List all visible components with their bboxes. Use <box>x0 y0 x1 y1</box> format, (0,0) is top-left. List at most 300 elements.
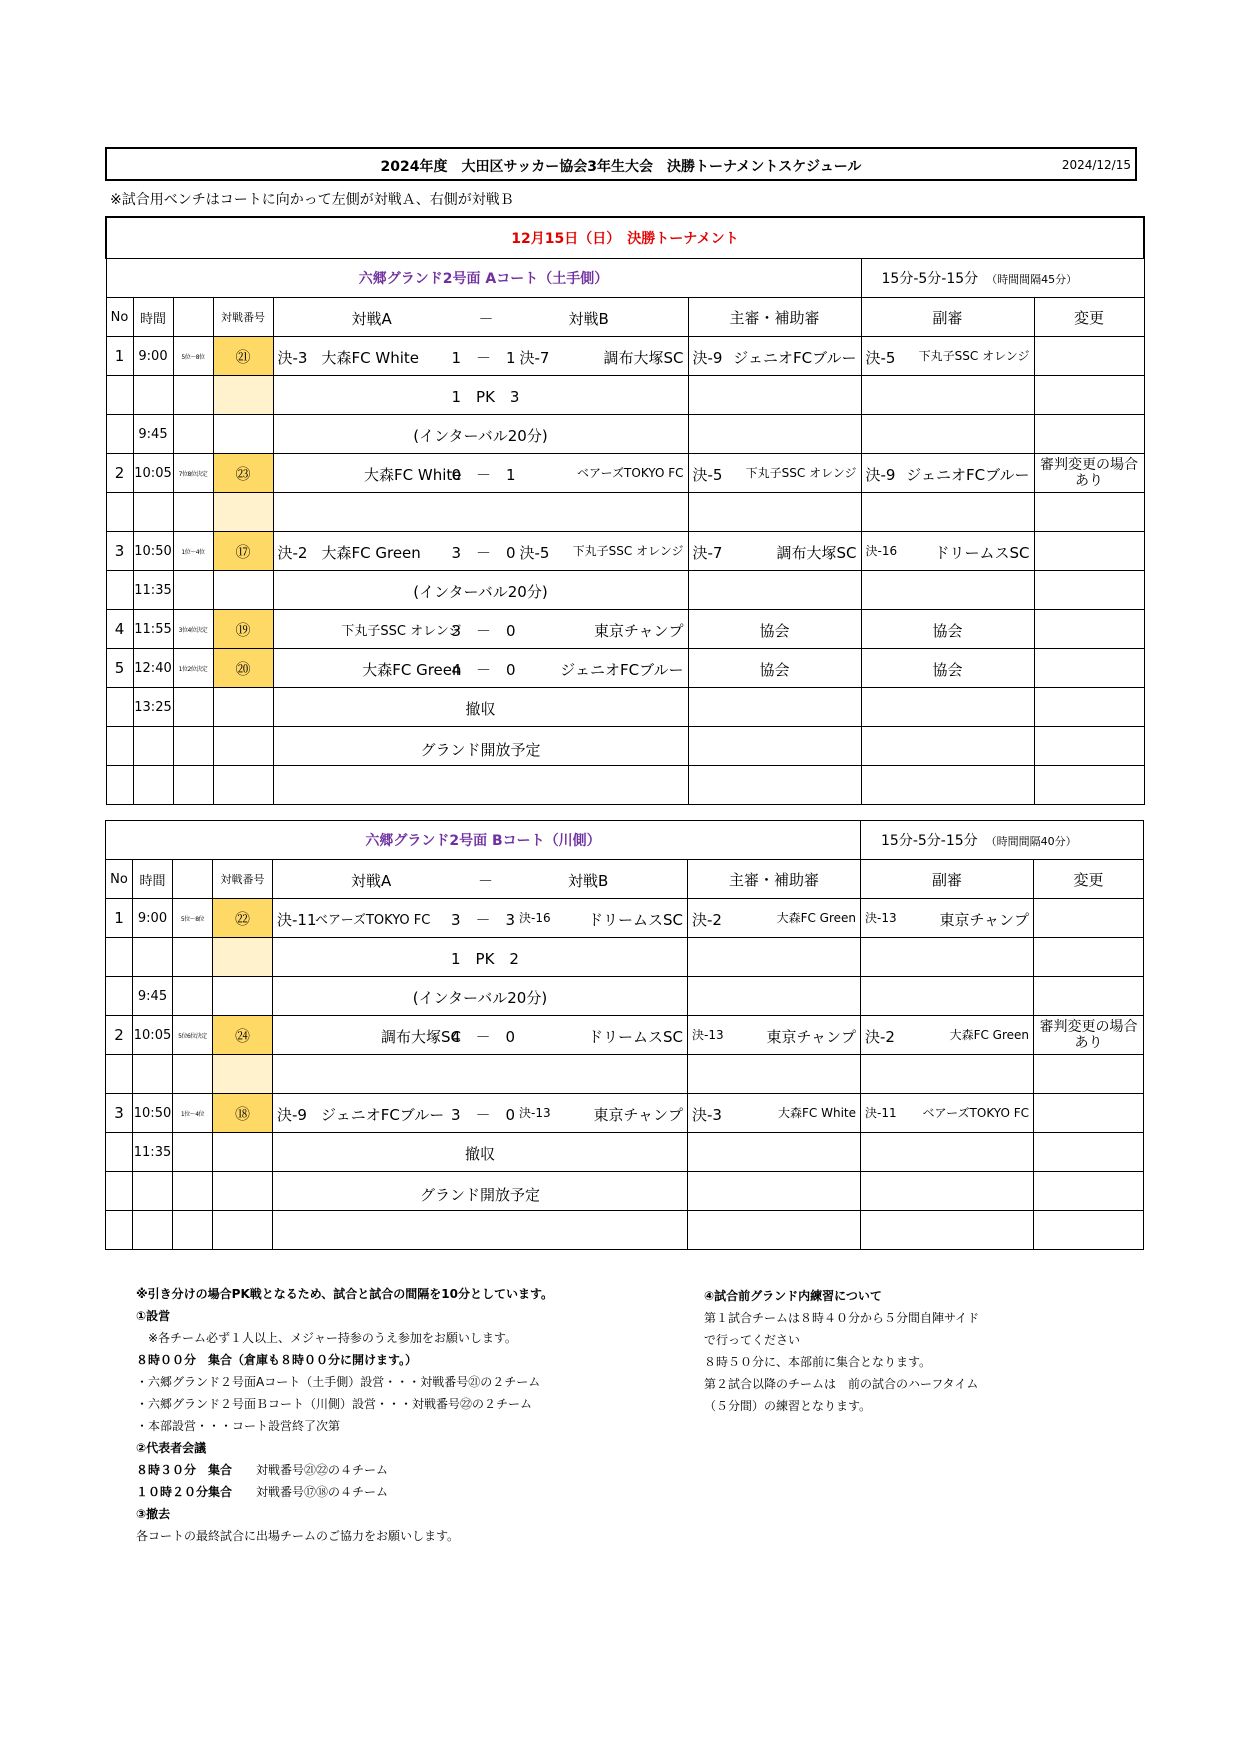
row-text: グランド開放予定 <box>419 1186 540 1204</box>
row-no: 3 <box>106 532 133 571</box>
row-no <box>106 1133 133 1172</box>
col-dash: － <box>478 872 494 890</box>
row-no: 1 <box>106 899 133 938</box>
note-line <box>704 1373 979 1395</box>
court-b-header-row <box>106 860 1144 899</box>
referee-team: 協会 <box>759 622 790 640</box>
table-row <box>106 899 1144 938</box>
sub-referee-cell <box>861 454 1034 493</box>
team-b-name: ドリームスSC <box>588 1028 683 1046</box>
row-time: 11:35 <box>133 1133 173 1172</box>
row-time: 9:45 <box>133 415 173 454</box>
sub-referee-cell <box>861 610 1034 649</box>
note-line <box>136 1393 553 1415</box>
table-row <box>106 493 1144 532</box>
row-time: 12:40 <box>133 649 173 688</box>
sub-referee-team: 協会 <box>932 661 963 679</box>
match-teams <box>273 766 688 805</box>
referee-code: 決-5 <box>692 466 723 484</box>
sub-referee-cell <box>861 899 1034 938</box>
note-text: ※引き分けの場合PK戦となるため、試合と試合の間隔を10分としています。 <box>136 1287 554 1301</box>
row-desc <box>173 1172 213 1211</box>
team-a-name: 大森FC Green <box>362 661 462 679</box>
row-desc <box>173 1055 213 1094</box>
row-no <box>106 493 133 532</box>
match-teams <box>273 532 688 571</box>
sub-referee-team: 大森FC Green <box>949 1028 1029 1042</box>
table-row <box>106 938 1144 977</box>
referee-code: 決-9 <box>692 349 723 367</box>
match-number <box>213 938 273 977</box>
team-a-code: 決-2 <box>277 544 308 562</box>
match-number <box>213 1133 273 1172</box>
col-sub: 副審 <box>861 860 1034 899</box>
note-text: ※各チーム必ず１人以上、メジャー持参のうえ参加をお願いします。 <box>136 1331 517 1345</box>
sub-referee-team: ジェニオFCブルー <box>906 466 1030 484</box>
note-line <box>704 1351 979 1373</box>
team-a-code: 決-3 <box>277 349 308 367</box>
table-row <box>106 688 1144 727</box>
sub-referee-cell <box>861 1211 1034 1250</box>
court-b-interval: （時間間隔40分） <box>985 835 1077 848</box>
match-number: ㉒ <box>213 899 273 938</box>
col-referee: 主審・補助審 <box>688 860 861 899</box>
row-desc: 1位2位決定 <box>173 649 213 688</box>
row-time: 9:45 <box>133 977 173 1016</box>
table-row <box>106 454 1144 493</box>
note-text: ②代表者会議 <box>136 1441 207 1455</box>
row-desc: 7位8位決定 <box>173 454 213 493</box>
row-time: 11:55 <box>133 610 173 649</box>
referee-team: 協会 <box>759 661 790 679</box>
row-time <box>133 493 173 532</box>
referee-cell <box>688 899 861 938</box>
row-text: グランド開放予定 <box>420 741 541 759</box>
referee-code: 決-3 <box>692 1106 722 1124</box>
row-desc <box>173 493 213 532</box>
row-text: 撤収 <box>465 700 496 718</box>
table-row <box>106 1055 1144 1094</box>
match-teams <box>273 415 688 454</box>
sub-referee-team: 下丸子SSC オレンジ <box>918 349 1030 363</box>
referee-cell <box>688 688 861 727</box>
sub-referee-cell <box>861 938 1034 977</box>
table-row <box>106 532 1144 571</box>
match-number <box>213 1172 273 1211</box>
row-desc: 5位6位決定 <box>173 1016 213 1055</box>
sub-referee-cell <box>861 532 1034 571</box>
row-desc <box>173 376 213 415</box>
referee-cell <box>688 1094 861 1133</box>
note-line <box>136 1437 553 1459</box>
sub-referee-code: 決-2 <box>865 1028 895 1046</box>
sub-referee-cell <box>861 977 1034 1016</box>
table-row <box>106 610 1144 649</box>
col-time: 時間 <box>133 860 173 899</box>
note-text: ８時５０分に、本部前に集合となります。 <box>704 1355 932 1369</box>
referee-team: ジェニオFCブルー <box>733 349 857 367</box>
match-number <box>213 376 273 415</box>
team-a-name: 大森FC Green <box>321 544 421 562</box>
row-desc: 1位～4位 <box>173 532 213 571</box>
table-row <box>106 977 1144 1016</box>
table-row <box>106 1211 1144 1250</box>
match-teams <box>273 1016 688 1055</box>
row-time: 11:35 <box>133 571 173 610</box>
court-a-format-text: 15分-5分-15分 <box>881 271 979 287</box>
row-desc <box>173 938 213 977</box>
col-no: No <box>106 860 133 899</box>
court-b-format-text: 15分-5分-15分 <box>881 833 978 849</box>
match-teams <box>273 938 688 977</box>
row-no: 3 <box>106 1094 133 1133</box>
referee-cell <box>688 454 861 493</box>
team-a-name: 大森FC White <box>321 349 419 367</box>
sub-referee-cell <box>861 766 1034 805</box>
team-b-name: 調布大塚SC <box>603 349 684 367</box>
match-number: ㉓ <box>213 454 273 493</box>
row-desc: 1位～4位 <box>173 1094 213 1133</box>
row-desc <box>173 1211 213 1250</box>
court-b-name: 六郷グランド2号面 Bコート（川側） <box>106 821 861 860</box>
table-row <box>106 1016 1144 1055</box>
team-a-name: 大森FC White <box>364 466 462 484</box>
note-line <box>136 1327 553 1349</box>
bench-note: ※試合用ベンチはコートに向かって左側が対戦Ａ、右側が対戦Ｂ <box>110 192 514 208</box>
referee-cell <box>688 1055 861 1094</box>
referee-cell <box>688 415 861 454</box>
score: 4 － 0 <box>451 661 516 679</box>
referee-team: 大森FC Green <box>776 911 856 925</box>
match-teams <box>273 1094 688 1133</box>
referee-cell <box>688 938 861 977</box>
match-teams <box>273 1055 688 1094</box>
row-no <box>106 376 133 415</box>
change-cell: 審判変更の場合あり <box>1034 454 1144 493</box>
referee-cell <box>688 727 861 766</box>
sub-referee-cell <box>861 1172 1034 1211</box>
col-no: No <box>106 298 133 337</box>
referee-code: 決-13 <box>692 1028 724 1042</box>
court-b-format <box>861 821 1144 860</box>
referee-cell <box>688 649 861 688</box>
note-text: ・六郷グランド２号面Aコート（土手側）設営・・・対戦番号㉑の２チーム <box>136 1375 541 1389</box>
match-number <box>213 688 273 727</box>
change-cell <box>1034 376 1144 415</box>
note-line <box>136 1349 553 1371</box>
col-change: 変更 <box>1034 298 1144 337</box>
change-cell <box>1034 532 1144 571</box>
col-referee: 主審・補助審 <box>688 298 861 337</box>
table-row <box>106 337 1144 376</box>
change-cell: 審判変更の場合あり <box>1034 1016 1144 1055</box>
row-time: 10:50 <box>133 532 173 571</box>
score: 0 － 1 <box>451 466 516 484</box>
referee-cell <box>688 532 861 571</box>
pk-result: 1 PK 2 <box>451 950 519 968</box>
note-line <box>136 1503 553 1525</box>
court-a-table <box>105 216 1145 805</box>
row-time: 9:00 <box>133 899 173 938</box>
note-text: ・六郷グランド２号面Ｂコート（川側）設営・・・対戦番号㉒の２チーム <box>136 1397 533 1411</box>
row-text: (インターバル20分) <box>413 583 548 601</box>
sub-referee-code: 決-11 <box>865 1106 897 1120</box>
row-no: 2 <box>106 454 133 493</box>
match-number: ⑰ <box>213 532 273 571</box>
row-no <box>106 571 133 610</box>
match-number: ㉑ <box>213 337 273 376</box>
team-a-name: ベアーズTOKYO FC <box>315 913 431 928</box>
match-teams <box>273 454 688 493</box>
match-teams <box>273 493 688 532</box>
referee-team: 調布大塚SC <box>776 544 857 562</box>
sub-referee-code: 決-9 <box>865 466 896 484</box>
sub-referee-cell <box>861 415 1034 454</box>
note-text: ①設営 <box>136 1309 171 1323</box>
tournament-banner: 12月15日（日） 決勝トーナメント <box>106 217 1144 259</box>
match-number <box>213 571 273 610</box>
sub-referee-team: 協会 <box>932 622 963 640</box>
match-teams <box>273 1172 688 1211</box>
title-box <box>105 147 1137 181</box>
team-a-name: 下丸子SSC オレンジ <box>341 624 462 639</box>
change-cell <box>1034 1172 1144 1211</box>
change-cell <box>1034 1133 1144 1172</box>
match-teams <box>273 376 688 415</box>
row-time: 13:25 <box>133 688 173 727</box>
team-b-code: 決-5 <box>519 544 550 562</box>
change-cell <box>1034 337 1144 376</box>
col-match-no: 対戦番号 <box>213 860 273 899</box>
col-blank <box>173 298 213 337</box>
note-bold-prefix: ８時３０分 集合 <box>136 1463 233 1477</box>
table-row <box>106 1172 1144 1211</box>
row-desc <box>173 766 213 805</box>
court-a-format <box>861 259 1144 298</box>
row-no <box>106 415 133 454</box>
court-b-table <box>105 820 1144 1250</box>
sub-referee-code: 決-16 <box>865 544 898 558</box>
change-cell <box>1034 610 1144 649</box>
sub-referee-code: 決-5 <box>865 349 896 367</box>
change-cell <box>1034 938 1144 977</box>
table-row <box>106 727 1144 766</box>
note-text: ④試合前グランド内練習について <box>704 1289 882 1303</box>
referee-cell <box>688 766 861 805</box>
row-desc: 3位4位決定 <box>173 610 213 649</box>
sub-referee-cell <box>861 571 1034 610</box>
row-no: 1 <box>106 337 133 376</box>
team-b-name: ベアーズTOKYO FC <box>577 466 684 480</box>
table-row <box>106 1094 1144 1133</box>
note-line <box>136 1305 553 1327</box>
team-b-code: 決-16 <box>519 911 551 925</box>
row-time: 10:50 <box>133 1094 173 1133</box>
row-desc <box>173 977 213 1016</box>
sub-referee-cell <box>861 337 1034 376</box>
row-desc <box>173 571 213 610</box>
change-cell <box>1034 1055 1144 1094</box>
team-b-name: 東京チャンプ <box>593 622 684 640</box>
row-time <box>133 1211 173 1250</box>
note-line <box>704 1307 979 1329</box>
row-time <box>133 1172 173 1211</box>
referee-cell <box>688 337 861 376</box>
sub-referee-code: 決-13 <box>865 911 897 925</box>
row-time: 9:00 <box>133 337 173 376</box>
change-cell <box>1034 649 1144 688</box>
row-desc: 5位～8位 <box>173 899 213 938</box>
row-time <box>133 727 173 766</box>
row-desc <box>173 1133 213 1172</box>
row-time <box>133 766 173 805</box>
sub-referee-cell <box>861 1016 1034 1055</box>
note-text: ③撤去 <box>136 1507 171 1521</box>
referee-team: 下丸子SSC オレンジ <box>745 466 857 480</box>
referee-cell <box>688 571 861 610</box>
match-number: ㉔ <box>213 1016 273 1055</box>
col-teams <box>273 298 688 337</box>
note-rest: 対戦番号㉑㉒の４チーム <box>232 1463 389 1477</box>
referee-team: 東京チャンプ <box>766 1028 856 1046</box>
row-desc <box>173 727 213 766</box>
team-a-code: 決-11 <box>277 911 317 929</box>
note-text: 第２試合以降のチームは 前の試合のハーフタイム <box>704 1377 979 1391</box>
team-b-code: 決-13 <box>519 1106 551 1120</box>
row-desc: 5位～8位 <box>173 337 213 376</box>
note-line <box>704 1395 979 1417</box>
score: 3 － 0 <box>451 1106 516 1124</box>
note-line <box>136 1525 553 1547</box>
change-cell <box>1034 493 1144 532</box>
court-a-name: 六郷グランド2号面 Aコート（土手側） <box>106 259 861 298</box>
team-a-name: ジェニオFCブルー <box>321 1106 445 1124</box>
note-line <box>136 1283 553 1305</box>
team-b-name: ドリームスSC <box>588 911 683 929</box>
match-teams <box>273 977 688 1016</box>
referee-code: 決-7 <box>692 544 723 562</box>
score: 3 － 0 <box>451 544 516 562</box>
row-no <box>106 1055 133 1094</box>
row-no <box>106 977 133 1016</box>
note-line <box>136 1459 553 1481</box>
table-row <box>106 649 1144 688</box>
row-desc <box>173 415 213 454</box>
row-no <box>106 766 133 805</box>
row-desc <box>173 688 213 727</box>
note-line <box>136 1415 553 1437</box>
col-teams <box>273 860 688 899</box>
sub-referee-cell <box>861 649 1034 688</box>
referee-cell <box>688 376 861 415</box>
row-text: (インターバル20分) <box>413 427 548 445</box>
change-cell <box>1034 977 1144 1016</box>
note-text: で行ってください <box>704 1333 801 1347</box>
row-time <box>133 938 173 977</box>
team-b-code: 決-7 <box>519 349 550 367</box>
team-b-name: 下丸子SSC オレンジ <box>572 544 684 558</box>
referee-cell <box>688 977 861 1016</box>
table-row <box>106 571 1144 610</box>
note-bold-prefix: １０時２０分集合 <box>136 1485 233 1499</box>
table-row <box>106 766 1144 805</box>
match-number: ⑳ <box>213 649 273 688</box>
note-text: ・本部設営・・・コート設営終了次第 <box>136 1419 341 1433</box>
row-text: (インターバル20分) <box>412 989 548 1007</box>
col-team-a: 対戦A <box>351 310 392 328</box>
row-no <box>106 1211 133 1250</box>
match-number <box>213 766 273 805</box>
col-sub: 副審 <box>861 298 1034 337</box>
court-a-interval: （時間間隔45分） <box>986 273 1078 286</box>
referee-cell <box>688 610 861 649</box>
score: 3 － 0 <box>451 622 516 640</box>
sub-referee-cell <box>861 688 1034 727</box>
note-text: 第１試合チームは８時４０分から５分間自陣サイド <box>704 1311 980 1325</box>
match-number <box>213 415 273 454</box>
match-teams <box>273 610 688 649</box>
sub-referee-cell <box>861 1055 1034 1094</box>
row-time: 10:05 <box>133 1016 173 1055</box>
referee-cell <box>688 1016 861 1055</box>
referee-cell <box>688 1133 861 1172</box>
match-teams <box>273 571 688 610</box>
team-b-name: 東京チャンプ <box>593 1106 683 1124</box>
table-row <box>106 415 1144 454</box>
header-date: 2024/12/15 <box>1061 158 1131 172</box>
match-teams <box>273 727 688 766</box>
referee-cell <box>688 1172 861 1211</box>
row-no: 4 <box>106 610 133 649</box>
team-a-name: 調布大塚SC <box>381 1028 461 1046</box>
score: 1 － 1 <box>451 349 516 367</box>
note-text: ８時００分 集合（倉庫も８時００分に開けます。） <box>136 1353 418 1367</box>
score: 4 － 0 <box>451 1028 516 1046</box>
note-line <box>136 1481 553 1503</box>
sub-referee-team: 東京チャンプ <box>939 911 1029 929</box>
referee-cell <box>688 493 861 532</box>
sub-referee-cell <box>861 493 1034 532</box>
match-teams <box>273 337 688 376</box>
match-teams <box>273 649 688 688</box>
col-team-b: 対戦B <box>568 872 609 890</box>
row-no <box>106 938 133 977</box>
pk-result: 1 PK 3 <box>451 388 520 406</box>
col-match-no: 対戦番号 <box>213 298 273 337</box>
notes-left <box>136 1283 553 1547</box>
match-number <box>213 727 273 766</box>
team-a-code: 決-9 <box>277 1106 307 1124</box>
row-no <box>106 727 133 766</box>
match-teams <box>273 899 688 938</box>
row-time <box>133 1055 173 1094</box>
change-cell <box>1034 1094 1144 1133</box>
col-team-a: 対戦A <box>351 872 392 890</box>
row-time <box>133 376 173 415</box>
table-row <box>106 1133 1144 1172</box>
sub-referee-team: ドリームスSC <box>934 544 1030 562</box>
court-a-header-row <box>106 298 1144 337</box>
row-no: 5 <box>106 649 133 688</box>
sub-referee-cell <box>861 1094 1034 1133</box>
referee-team: 大森FC White <box>778 1106 856 1120</box>
table-row <box>106 376 1144 415</box>
row-time: 10:05 <box>133 454 173 493</box>
note-line <box>704 1285 979 1307</box>
note-text: 各コートの最終試合に出場チームのご協力をお願いします。 <box>136 1529 460 1543</box>
referee-code: 決-2 <box>692 911 722 929</box>
sub-referee-cell <box>861 1133 1034 1172</box>
